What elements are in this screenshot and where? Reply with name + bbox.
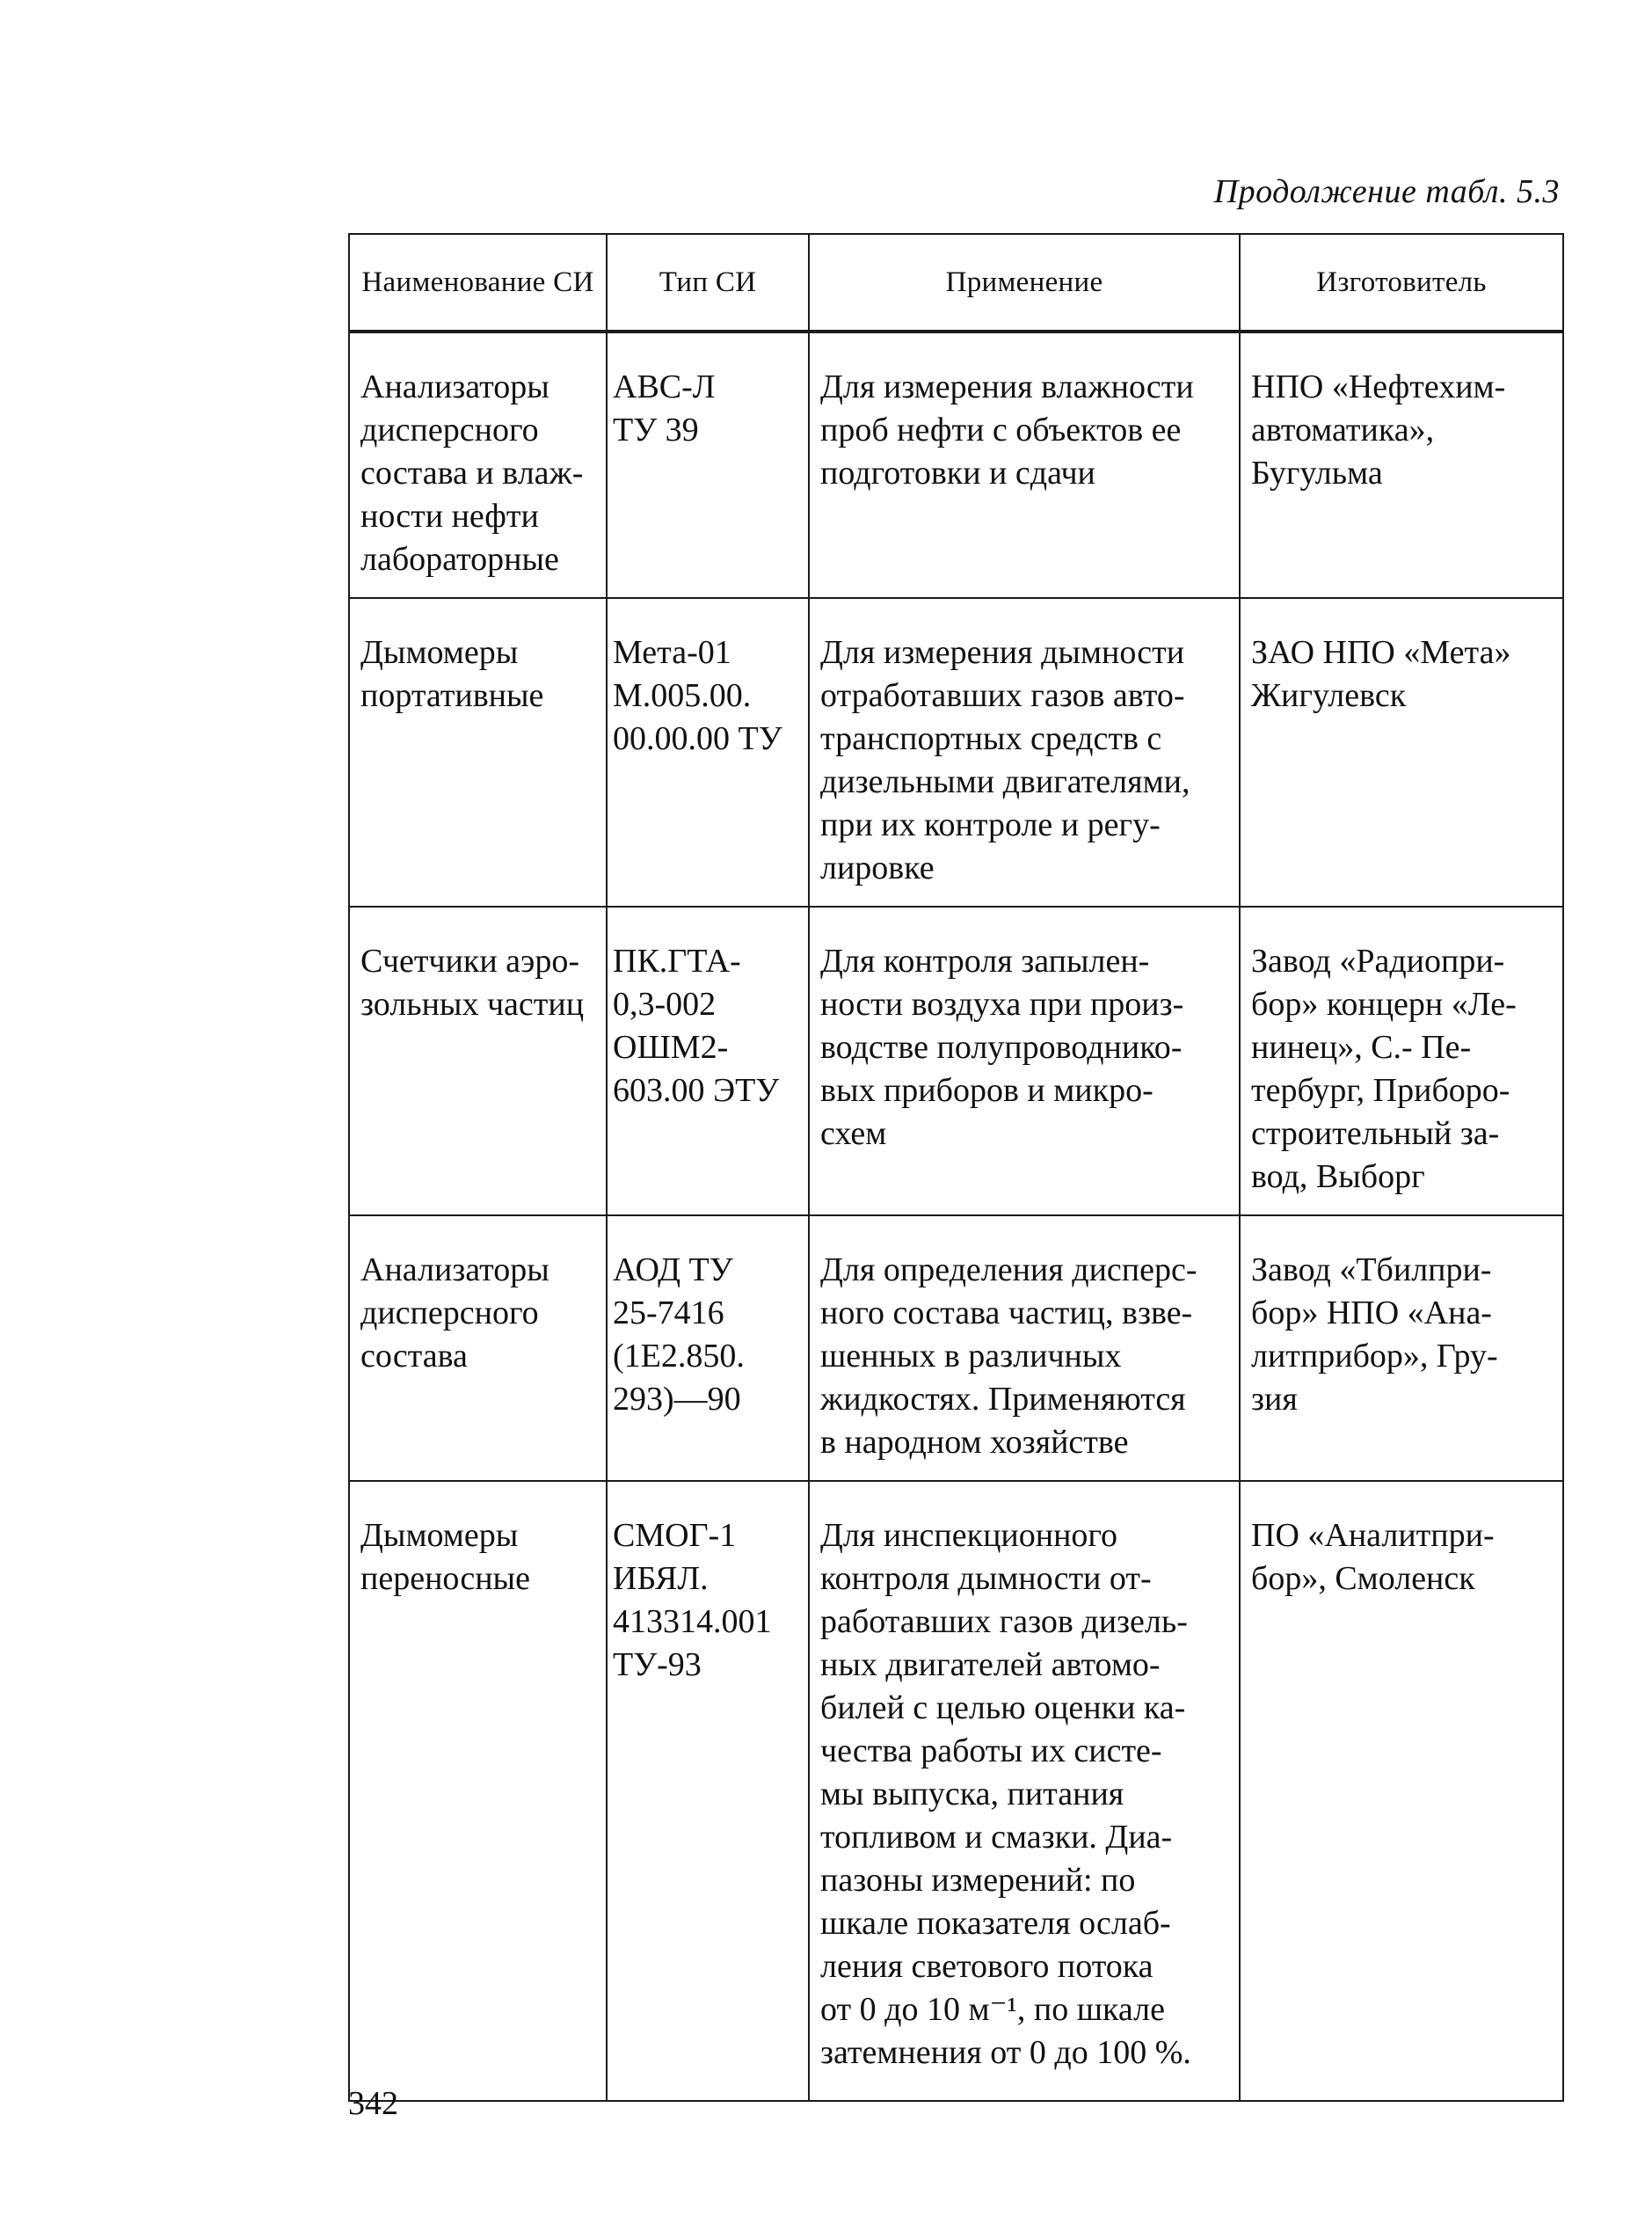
- cell-line: Дымомеры: [360, 634, 519, 671]
- cell-line: Для измерения дымности: [820, 634, 1185, 671]
- cell-line: топливом и смазки. Диа-: [820, 1819, 1173, 1856]
- cell-line: ТУ-93: [613, 1646, 702, 1683]
- cell-line: АОД ТУ: [613, 1251, 733, 1288]
- cell-line: шенных в различных: [820, 1338, 1122, 1375]
- cell-line: контроля дымности от-: [820, 1560, 1152, 1597]
- cell-line: Мета-01: [613, 634, 731, 671]
- cell-line: Анализаторы: [360, 368, 549, 405]
- cell-line: АВС-Л: [613, 368, 716, 405]
- cell-maker: [1240, 332, 1563, 598]
- cell-maker: [1240, 598, 1563, 907]
- cell-line: 603.00 ЭТУ: [613, 1072, 780, 1109]
- cell-line: бор», Смоленск: [1251, 1560, 1475, 1597]
- cell-name: [349, 907, 607, 1215]
- cell-line: билей с целью оценки ка-: [820, 1689, 1186, 1726]
- cell-line: ТУ 39: [613, 412, 699, 449]
- table-row: [349, 1481, 1563, 2101]
- cell-line: чества работы их систе-: [820, 1732, 1162, 1769]
- cell-type: [607, 907, 809, 1215]
- cell-line: вод, Выборг: [1251, 1158, 1425, 1195]
- cell-line: при их контроле и регу-: [820, 806, 1161, 843]
- cell-name: [349, 1215, 607, 1481]
- cell-line: тербург, Приборо-: [1251, 1072, 1510, 1109]
- cell-line: жидкостях. Применяются: [820, 1381, 1186, 1418]
- instruments-table: [348, 233, 1564, 2102]
- cell-line: 0,3-002: [613, 986, 717, 1023]
- cell-use: [809, 1481, 1240, 2101]
- table-row: [349, 907, 1563, 1215]
- cell-line: ления светового потока: [820, 1948, 1153, 1985]
- cell-line: (1Е2.850.: [613, 1338, 745, 1375]
- cell-line: 413314.001: [613, 1603, 772, 1640]
- cell-line: ЗАО НПО «Мета»: [1251, 634, 1511, 671]
- cell-line: 00.00.00 ТУ: [613, 720, 782, 757]
- cell-line: Счетчики аэро-: [360, 943, 580, 980]
- cell-use: [809, 598, 1240, 907]
- cell-line: Бугульма: [1251, 455, 1383, 492]
- cell-line: 25-7416: [613, 1294, 724, 1331]
- table-row: [349, 598, 1563, 907]
- cell-line: автоматика»,: [1251, 412, 1435, 449]
- cell-name: [349, 332, 607, 598]
- cell-line: нинец», С.- Пе-: [1251, 1029, 1472, 1066]
- cell-line: от 0 до 10 м⁻¹, по шкале: [820, 1991, 1165, 2028]
- cell-line: переносные: [360, 1560, 530, 1597]
- cell-type: [607, 1215, 809, 1481]
- cell-line: бор» концерн «Ле-: [1251, 986, 1517, 1023]
- cell-line: ности воздуха при произ-: [820, 986, 1184, 1023]
- cell-line: затемнения от 0 до 100 %.: [820, 2034, 1191, 2071]
- cell-line: Для инспекционного: [820, 1517, 1118, 1554]
- cell-line: состава: [360, 1338, 468, 1375]
- cell-line: в народном хозяйстве: [820, 1424, 1129, 1461]
- cell-line: ПК.ГТА-: [613, 943, 741, 980]
- cell-line: отработавших газов авто-: [820, 677, 1185, 714]
- cell-line: НПО «Нефтехим-: [1251, 368, 1506, 405]
- cell-line: подготовки и сдачи: [820, 455, 1095, 492]
- cell-line: работавших газов дизель-: [820, 1603, 1188, 1640]
- header-name: Наименование СИ: [349, 234, 607, 332]
- cell-line: Для измерения влажности: [820, 368, 1194, 405]
- cell-line: ИБЯЛ.: [613, 1560, 709, 1597]
- cell-line: Для контроля запылен-: [820, 943, 1150, 980]
- cell-line: литприбор», Гру-: [1251, 1338, 1498, 1375]
- cell-line: схем: [820, 1115, 887, 1152]
- table-row: [349, 332, 1563, 598]
- cell-maker: [1240, 1481, 1563, 2101]
- cell-line: шкале показателя ослаб-: [820, 1905, 1171, 1942]
- cell-line: лабораторные: [360, 541, 559, 578]
- cell-name: [349, 598, 607, 907]
- cell-line: пазоны измерений: по: [820, 1862, 1136, 1899]
- cell-line: Жигулевск: [1251, 677, 1407, 714]
- table-row: [349, 1215, 1563, 1481]
- cell-line: ного состава частиц, взве-: [820, 1294, 1193, 1331]
- header-maker: Изготовитель: [1240, 234, 1563, 332]
- cell-line: состава и влаж-: [360, 455, 584, 492]
- cell-line: бор» НПО «Ана-: [1251, 1294, 1492, 1331]
- cell-line: СМОГ-1: [613, 1517, 737, 1554]
- cell-line: проб нефти с объектов ее: [820, 412, 1182, 449]
- cell-use: [809, 332, 1240, 598]
- cell-line: транспортных средств с: [820, 720, 1162, 757]
- cell-line: Завод «Радиопри-: [1251, 943, 1505, 980]
- cell-line: зольных частиц: [360, 986, 585, 1023]
- cell-maker: [1240, 1215, 1563, 1481]
- cell-line: 293)—90: [613, 1381, 741, 1418]
- cell-type: [607, 598, 809, 907]
- cell-line: ных двигателей автомо-: [820, 1646, 1161, 1683]
- cell-line: ности нефти: [360, 498, 539, 535]
- cell-line: вых приборов и микро-: [820, 1072, 1153, 1109]
- header-use: Применение: [809, 234, 1240, 332]
- cell-line: лировке: [820, 850, 935, 886]
- cell-line: Для определения дисперс-: [820, 1251, 1197, 1288]
- cell-line: ОШМ2-: [613, 1029, 729, 1066]
- cell-line: Дымомеры: [360, 1517, 519, 1554]
- cell-line: мы выпуска, питания: [820, 1776, 1124, 1812]
- header-type: Тип СИ: [607, 234, 809, 332]
- cell-line: дисперсного: [360, 1294, 539, 1331]
- cell-line: дисперсного: [360, 412, 539, 449]
- table-header-row: [349, 234, 1563, 332]
- page-number: 342: [348, 2085, 398, 2122]
- cell-line: Анализаторы: [360, 1251, 549, 1288]
- cell-line: строительный за-: [1251, 1115, 1500, 1152]
- cell-use: [809, 907, 1240, 1215]
- cell-line: зия: [1251, 1381, 1298, 1418]
- cell-line: портативные: [360, 677, 544, 714]
- cell-line: ПО «Аналитпри-: [1251, 1517, 1495, 1554]
- cell-type: [607, 1481, 809, 2101]
- cell-type: [607, 332, 809, 598]
- cell-maker: [1240, 907, 1563, 1215]
- cell-use: [809, 1215, 1240, 1481]
- table-caption: Продолжение табл. 5.3: [1213, 173, 1560, 210]
- cell-line: дизельными двигателями,: [820, 763, 1190, 800]
- cell-line: Завод «Тбилпри-: [1251, 1251, 1492, 1288]
- cell-line: водстве полупроводнико-: [820, 1029, 1183, 1066]
- cell-name: [349, 1481, 607, 2101]
- cell-line: М.005.00.: [613, 677, 752, 714]
